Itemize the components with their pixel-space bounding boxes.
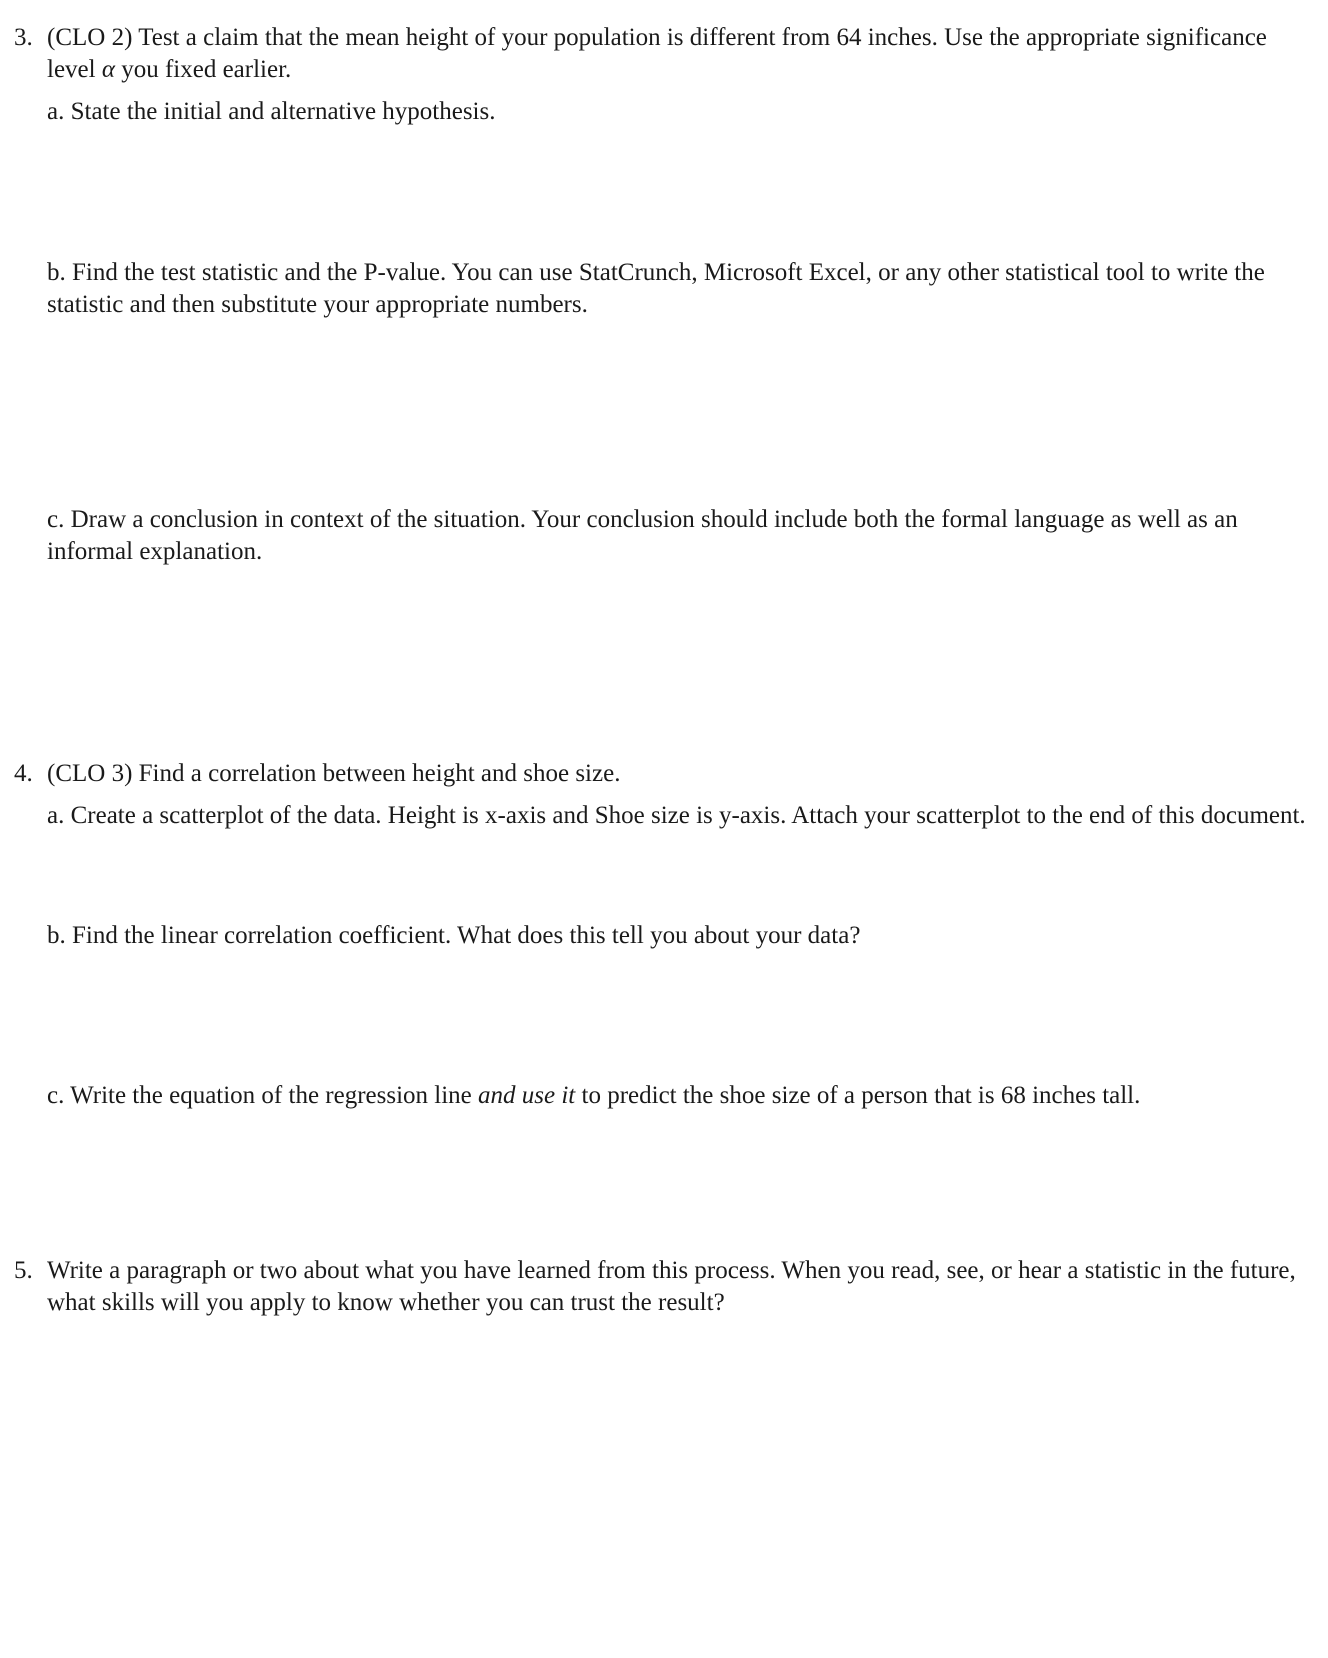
question-3-number: 3. [14,24,33,51]
question-4-text: (CLO 3) Find a correlation between height and shoe size. [47,760,621,787]
question-3-text [47,22,1304,86]
question-4c-end: to predict the shoe size of a person that is 68 inches tall. [581,1082,1141,1109]
question-5-text: Write a paragraph or two about what you have learned from this process. When you read, see, or hear a statistic in the future, what skills will you apply to know whether you can trust the result? [47,1257,1296,1316]
question-5 [14,1255,1304,1319]
question-4 [14,758,1304,790]
question-3-text-end: you fixed earlier. [121,56,292,83]
question-3b: b. Find the test statistic and the P-value. You can use StatCrunch, Microsoft Excel, or any other statistical tool to write the statistic and then substitute your appropriate numbers. [47,259,1265,318]
question-5-number: 5. [14,1257,33,1284]
question-3c: c. Draw a conclusion in context of the situation. Your conclusion should include both the formal language as well as an informal explanation. [47,506,1238,565]
question-3 [14,22,1304,86]
question-4-number: 4. [14,760,33,787]
question-3a: a. State the initial and alternative hypothesis. [47,98,496,125]
question-4c-emphasis: and use it [478,1082,576,1109]
question-4c [47,1080,1307,1112]
question-4c-start: c. Write the equation of the regression line [47,1082,472,1109]
question-4b: b. Find the linear correlation coefficient. What does this tell you about your data? [47,922,861,949]
question-3-text-start: (CLO 2) Test a claim that the mean height of your population is different from 64 inches. Use the appropriate significance level [47,24,1267,83]
alpha-symbol: α [101,56,115,83]
question-4a: a. Create a scatterplot of the data. Height is x-axis and Shoe size is y-axis. Attach your scatterplot to the end of this document. [47,802,1306,829]
